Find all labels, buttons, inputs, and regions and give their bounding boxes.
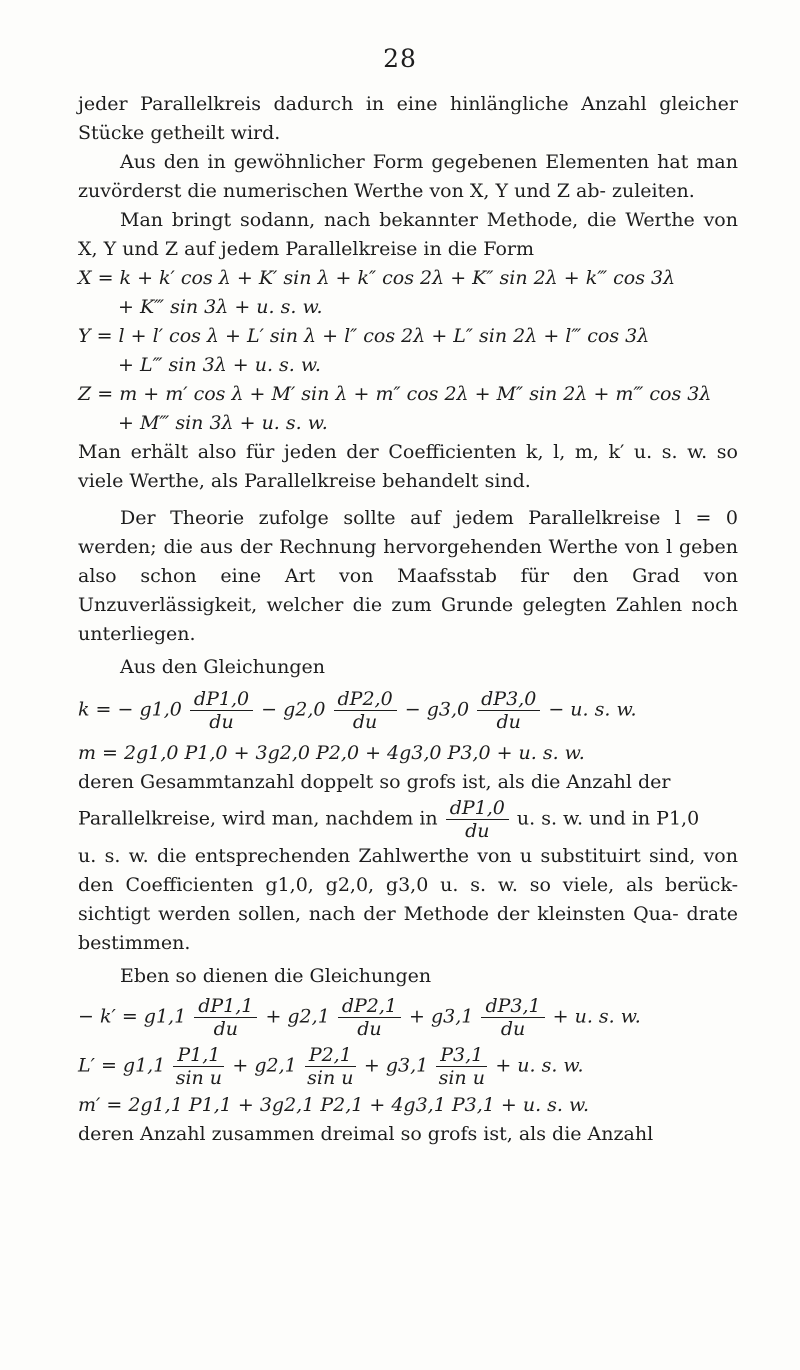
fraction-l-prime-1 <box>173 1044 224 1089</box>
fraction-denominator: du <box>352 711 378 733</box>
fraction-k-3 <box>477 688 540 733</box>
equation-k <box>78 688 738 733</box>
equation-k-prime-term-2: + g2,1 <box>265 1005 330 1028</box>
equation-l-prime <box>78 1044 738 1089</box>
paragraph-3: Man bringt sodann, nach bekannter Methode, die Werthe von X, Y und Z auf jedem Parallelkreise in die Form <box>78 209 738 260</box>
equation-l-prime-term-2: + g2,1 <box>232 1054 297 1077</box>
fraction-k-1 <box>190 688 253 733</box>
equation-x-line-1: X = k + k′ cos λ + K′ sin λ + k″ cos 2λ + K″ sin 2λ + k‴ cos 3λ <box>78 267 676 289</box>
paragraph-5: Der Theorie zufolge sollte auf jedem Parallelkreise l = 0 werden; die aus der Rechnung hervorgehenden Werthe von l geben also schon eine Art von Maafsstab für den Grad von Unzuverlässigkeit, welcher die zum Grunde gelegten Zahlen noch unterliegen. <box>78 507 738 645</box>
fraction-denominator: du <box>496 711 521 733</box>
fraction-denominator: du <box>465 820 490 842</box>
fraction-numerator: dP1,1 <box>194 995 257 1018</box>
fraction-numerator: dP2,1 <box>338 995 401 1018</box>
fraction-numerator: dP3,1 <box>481 995 544 1018</box>
fraction-denominator: sin u <box>175 1067 223 1089</box>
fraction-numerator: P1,1 <box>173 1044 224 1067</box>
equation-x-line-2: + K‴ sin 3λ + u. s. w. <box>118 296 323 318</box>
paragraph-6: Aus den Gleichungen <box>120 656 326 678</box>
paragraph-7c-text: u. s. w. und in P1,0 <box>516 807 700 830</box>
equation-l-prime-lhs: L′ = g1,1 <box>78 1054 166 1077</box>
fraction-denominator: du <box>500 1018 526 1040</box>
page-number: 28 <box>383 44 417 73</box>
paragraph-7d: u. s. w. die entsprechenden Zahlwerthe von u substituirt sind, von den Coefficienten g1,0, g2,0, g3,0 u. s. w. so viele, als berück- sichtigt werden sollen, nach der Methode der kleinsten Qua- drate bestimmen. <box>78 845 738 954</box>
equation-y-line-1: Y = l + l′ cos λ + L′ sin λ + l″ cos 2λ + L″ sin 2λ + l‴ cos 3λ <box>78 325 650 347</box>
page-body <box>78 90 738 1149</box>
equation-k-prime-lhs: − k′ = g1,1 <box>78 1005 187 1028</box>
paragraph-8: Eben so dienen die Gleichungen <box>120 965 432 987</box>
fraction-denominator: du <box>357 1018 382 1040</box>
paragraph-7b-text: Parallelkreise, wird man, nachdem in <box>78 807 438 830</box>
equation-l-prime-end: + u. s. w. <box>495 1054 584 1077</box>
paragraph-9: deren Anzahl zusammen dreimal so grofs ist, als die Anzahl <box>78 1123 654 1145</box>
fraction-denominator: du <box>213 1018 238 1040</box>
equation-k-term-3: − g3,0 <box>404 698 470 721</box>
equation-m: m = 2g1,0 P1,0 + 3g2,0 P2,0 + 4g3,0 P3,0 + u. s. w. <box>78 742 585 764</box>
fraction-denominator: du <box>209 711 234 733</box>
fraction-k-prime-2 <box>338 995 401 1040</box>
fraction-l-prime-2 <box>305 1044 356 1089</box>
fraction-numerator: dP1,0 <box>446 797 509 820</box>
equation-k-lhs: k = − g1,0 <box>78 698 182 721</box>
equation-l-prime-term-3: + g3,1 <box>363 1054 429 1077</box>
equation-z-line-2: + M‴ sin 3λ + u. s. w. <box>118 412 328 434</box>
fraction-denominator: sin u <box>307 1067 354 1089</box>
fraction-numerator: P3,1 <box>436 1044 487 1067</box>
paragraph-4: Man erhält also für jeden der Coefficienten k, l, m, k′ u. s. w. so viele Werthe, als Parallelkreise behandelt sind. <box>78 441 738 492</box>
paragraph-7a: deren Gesammtanzahl doppelt so grofs ist, als die Anzahl der <box>78 771 671 793</box>
equation-m-prime: m′ = 2g1,1 P1,1 + 3g2,1 P2,1 + 4g3,1 P3,1 + u. s. w. <box>78 1094 590 1116</box>
fraction-numerator: dP1,0 <box>190 688 253 711</box>
equation-z-line-1: Z = m + m′ cos λ + M′ sin λ + m″ cos 2λ + M″ sin 2λ + m‴ cos 3λ <box>78 383 712 405</box>
fraction-k-prime-1 <box>194 995 257 1040</box>
fraction-inline <box>446 797 509 842</box>
equation-y-line-2: + L‴ sin 3λ + u. s. w. <box>118 354 321 376</box>
fraction-numerator: P2,1 <box>305 1044 356 1067</box>
fraction-k-2 <box>334 688 397 733</box>
paragraph-7b <box>78 797 738 842</box>
fraction-l-prime-3 <box>436 1044 487 1089</box>
equation-k-prime-term-3: + g3,1 <box>409 1005 474 1028</box>
paragraph-1: jeder Parallelkreis dadurch in eine hinlängliche Anzahl gleicher Stücke getheilt wird. <box>78 93 738 144</box>
paragraph-2: Aus den in gewöhnlicher Form gegebenen Elementen hat man zuvörderst die numerischen Werthe von X, Y und Z ab- zuleiten. <box>78 151 738 202</box>
equation-k-end: − u. s. w. <box>548 698 637 721</box>
fraction-denominator: sin u <box>438 1067 485 1089</box>
fraction-numerator: dP2,0 <box>334 688 397 711</box>
fraction-numerator: dP3,0 <box>477 688 540 711</box>
equation-k-prime-end: + u. s. w. <box>552 1005 641 1028</box>
fraction-k-prime-3 <box>481 995 544 1040</box>
equation-k-term-2: − g2,0 <box>261 698 326 721</box>
equation-k-prime <box>78 995 738 1040</box>
